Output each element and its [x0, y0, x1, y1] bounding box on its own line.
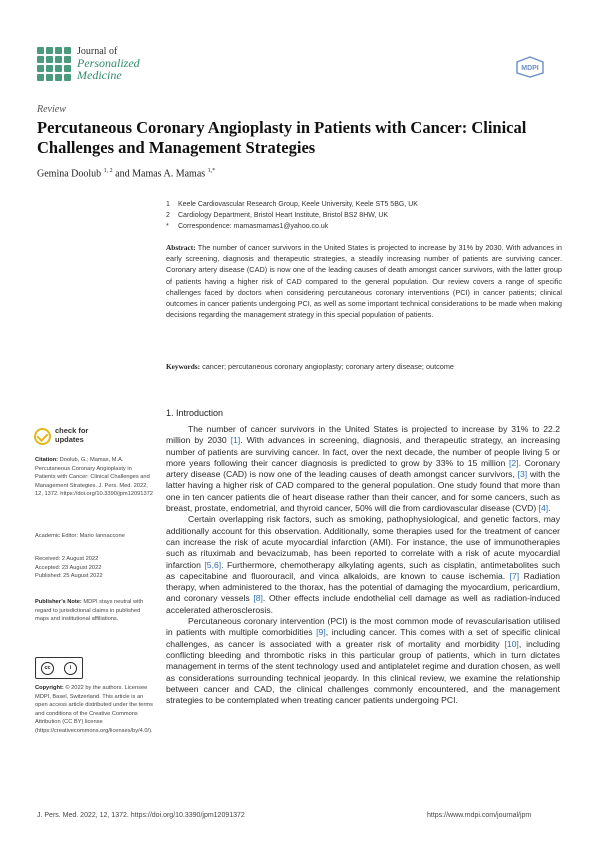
body-text [166, 424, 560, 706]
cc-icon: cc [41, 662, 54, 675]
footer-journal-url[interactable]: https://www.mdpi.com/journal/jpm [427, 812, 532, 819]
dates-block [35, 555, 153, 581]
journal-title-line1: Personalized [77, 56, 140, 70]
article-title: Percutaneous Coronary Angioplasty in Patients with Cancer: Clinical Challenges and Management Strategies [37, 118, 527, 157]
citation-label: Citation: [35, 457, 59, 463]
journal-title-line2: Medicine [77, 68, 122, 82]
citation-link[interactable]: [7] [509, 570, 520, 581]
publisher-note-label: Publisher’s Note: [35, 599, 82, 605]
copyright-block [35, 684, 153, 736]
affiliation-row [166, 210, 566, 221]
accepted-date: Accepted: 23 August 2022 [35, 564, 102, 571]
paragraph-text: Certain overlapping risk factors, such as smoking, pathophysiological, and genetic factors, may additionally account for this observation. Additionally, some therapies used for the treatment of cancer can increase the risk of acute myocardial infarction (AMI). For instance, the use of immunotherapies such as rituximab and bevacizumab, has been reported to correlate with a risk of acute myocardial infarction [166, 514, 560, 570]
journal-of: Journal of [77, 46, 118, 57]
check-for-updates-button[interactable] [34, 426, 114, 448]
paragraph [166, 424, 560, 514]
citation-link[interactable]: [5,6] [204, 559, 222, 570]
author-name[interactable]: Gemina Doolub [37, 168, 102, 180]
affiliation-mark: * [166, 223, 169, 230]
section-heading: 1. Introduction [166, 408, 224, 418]
citation-link[interactable]: [8] [253, 593, 263, 604]
author-name[interactable]: Mamas A. Mamas [132, 168, 206, 180]
paragraph-text: The number of cancer survivors in the United States is projected to increase by 31% to 22.2 million by 2030 [166, 424, 560, 446]
mdpi-logo-text: MDPI [521, 65, 539, 72]
paragraph [166, 514, 560, 616]
article-type: Review [37, 104, 66, 115]
footer-citation[interactable]: J. Pers. Med. 2022, 12, 1372. https://doi.org/10.3390/jpm12091372 [37, 812, 245, 819]
affiliation-text: Keele Cardiovascular Research Group, Keele University, Keele ST5 5BG, UK [178, 201, 418, 208]
citation-text[interactable]: Doolub, G.; Mamas, M.A. Percutaneous Coronary Angioplasty in Patients with Cancer: Clinical Challenges and Management Strategies. J. Pers. Med. 2022, 12, 1372. https://doi.org/10.3390/jpm12091372 [35, 457, 153, 498]
copyright-label: Copyright: [35, 685, 64, 691]
check-updates-icon [34, 428, 51, 445]
published-date: Published: 25 August 2022 [35, 573, 103, 580]
paragraph-text: . [548, 503, 551, 514]
copyright-text: © 2022 by the authors. Licensee MDPI, Basel, Switzerland. This article is an open access article distributed under the terms and conditions of the Creative Commons Attribution (CC BY) license (https://creativecommons.org/licenses/by/4.0/). [35, 685, 153, 734]
journal-logo-icon [37, 47, 71, 81]
journal-name [77, 46, 140, 81]
check-updates-line2: updates [55, 434, 84, 444]
affiliation-row [166, 199, 566, 210]
paragraph-text: with the latter having a higher risk of CAD compared to the general population. One study found that more than one in ten cancer patients die of heart disease rather than their cancer, and for some cancers, such as breast, prostate, endometrial, and thyroid cancer, 50% will die from cardiovascular disease (CVD) [166, 469, 560, 514]
paragraph-text: Percutaneous coronary intervention (PCI) is the most common mode of revascularisation utilised in patients with multiple comorbidities [166, 616, 560, 638]
check-updates-label [55, 427, 88, 444]
author-affil-sup: 1,* [207, 168, 216, 174]
abstract [166, 242, 562, 320]
cc-by-license-badge[interactable] [35, 657, 83, 679]
abstract-text: The number of cancer survivors in the United States is projected to increase by 31% by 2030. With advances in early screening, diagnosis and therapeutic strategies, a steadily increasing number of patients are surviving cancer. Coronary artery disease (CAD) is now one of the leading causes of death amongst cancer survivors, with the latter group of patients having a higher risk of CAD compared to the general population. Our review covers a range of specific challenges faced by doctors when considering percutaneous coronary interventions (PCI) in cancer patients; clinical outcomes in cancer patients undergoing PCI, as well as some important technical considerations to be made when making decisions regarding the management strategy in this special population of patients. [166, 243, 562, 320]
received-date: Received: 2 August 2022 [35, 556, 99, 562]
citation-block [35, 456, 153, 499]
keywords-text: cancer; percutaneous coronary angioplasty; coronary artery disease; outcome [202, 362, 454, 371]
citation-link[interactable]: [9] [316, 627, 326, 638]
paragraph-text: , including conflicting bleeding and thrombotic risks in this particular group of patients, which in turn dictates management in terms of the stent technology used and antiplatelet regime and duration chosen, as well as considerations surrounding technical jeopardy. In this clinical review, we examine the relationship between cancer and CAD, the clinical challenges commonly encountered, and the management strategies to be contemplated when treating cancer patients undergoing PCI. [166, 638, 560, 706]
affiliation-mark: 1 [166, 201, 170, 208]
paragraph-text: . Furthermore, chemotherapy alkylating agents, such as cisplatin, antimetabolites such as capecitabine and fluorouracil, and vinca alkaloids, are known to cause ischemia. [166, 559, 560, 581]
paragraph-text: . Other effects include endothelial cell damage as well as radiation-induced accelerated atherosclerosis. [166, 593, 561, 615]
check-updates-line1: check for [55, 426, 89, 435]
affiliation-mark: 2 [166, 212, 170, 219]
paragraph-text: . Coronary artery disease (CAD) is now one of the leading causes of death amongst cancer survivors, [166, 457, 560, 480]
keywords-label: Keywords: [166, 362, 201, 371]
abstract-label: Abstract: [166, 243, 196, 252]
citation-link[interactable]: [4] [538, 503, 549, 514]
citation-link[interactable]: [2] [509, 457, 519, 468]
paragraph-text: , including cancer. This comes with a set of specific clinical challenges, as cancer is associated with a greater risk of mortality and morbidity [166, 627, 560, 649]
author-conjunction: and [115, 168, 130, 180]
author-affil-sup: 1, 2 [103, 168, 113, 174]
affiliation-row [166, 221, 566, 232]
citation-link[interactable]: [1] [230, 435, 241, 446]
paragraph-text: Radiation therapy, when administered to the thorax, has the potential of damaging the myocardium, pericardium, and coronary vessels [166, 570, 560, 604]
affiliations [166, 199, 566, 232]
publisher-note-text: MDPI stays neutral with regard to jurisdictional claims in published maps and institutional affiliations. [35, 599, 144, 623]
citation-link[interactable]: [10] [504, 638, 519, 649]
author-list [37, 168, 215, 179]
citation-link[interactable]: [3] [517, 469, 528, 480]
keywords [166, 361, 562, 372]
correspondence-text[interactable]: Correspondence: mamasmamas1@yahoo.co.uk [178, 223, 329, 230]
paragraph [166, 616, 560, 706]
affiliation-text: Cardiology Department, Bristol Heart Institute, Bristol BS2 8HW, UK [178, 212, 389, 219]
attribution-icon: i [64, 662, 77, 675]
mdpi-logo-icon [515, 56, 545, 78]
academic-editor: Academic Editor: Mario Iannaccone [35, 533, 125, 539]
publisher-note [35, 598, 153, 624]
paragraph-text: . With advances in screening, diagnosis, and therapeutic strategy, an increasing number of patients are surviving cancer. In fact, over the next decade, the number of people living 5 or more years following their cancer diagnosis is predicted to grow by 33% to 15 million [166, 435, 560, 468]
